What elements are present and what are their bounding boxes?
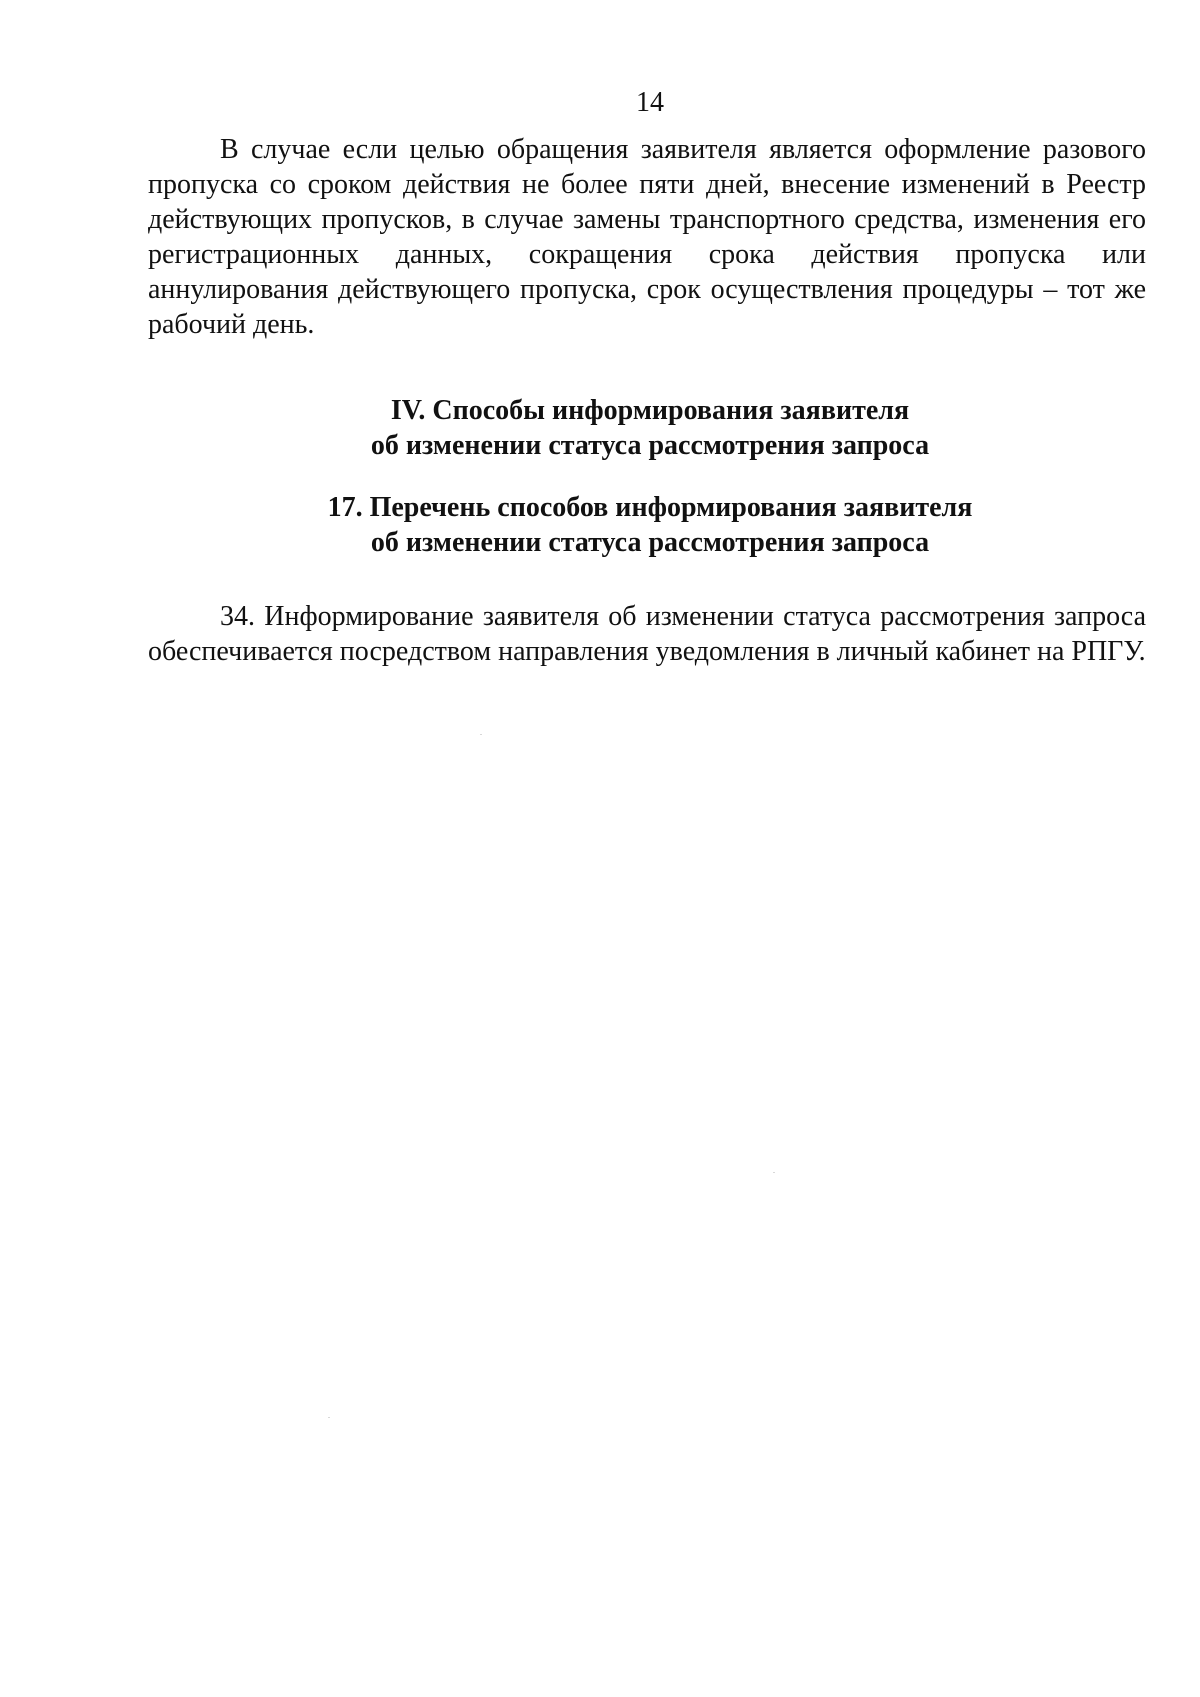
scan-speck [480,734,482,735]
section-heading-iv-line2: об изменении статуса рассмотрения запроса [370,430,930,461]
subsection-heading-17 [0,490,1200,560]
subsection-heading-17-line1: 17. Перечень способов информирования заявителя [327,492,973,523]
paragraph-processing-term: В случае если целью обращения заявителя является оформление разового пропуска со сроком действия не более пяти дней, внесение изменений в Реестр действующих пропусков, в случае замены транспортного средства, изменения его регистрационных данных, сокращения срока действия пропуска или аннулирования действующего пропуска, срок осуществления процедуры – тот же рабочий день. [148,134,1146,340]
scan-speck [328,1417,330,1418]
section-heading-iv-line1: IV. Способы информирования заявителя [390,395,910,426]
section-heading-iv [0,393,1200,463]
paragraph-34-notification: 34. Информирование заявителя об изменении статуса рассмотрения запроса обеспечивается посредством направления уведомления в личный кабинет на РПГУ. [148,601,1146,667]
subsection-heading-17-line2: об изменении статуса рассмотрения запроса [370,527,930,558]
page-number: 14 [636,87,664,118]
scan-speck [773,1172,775,1173]
